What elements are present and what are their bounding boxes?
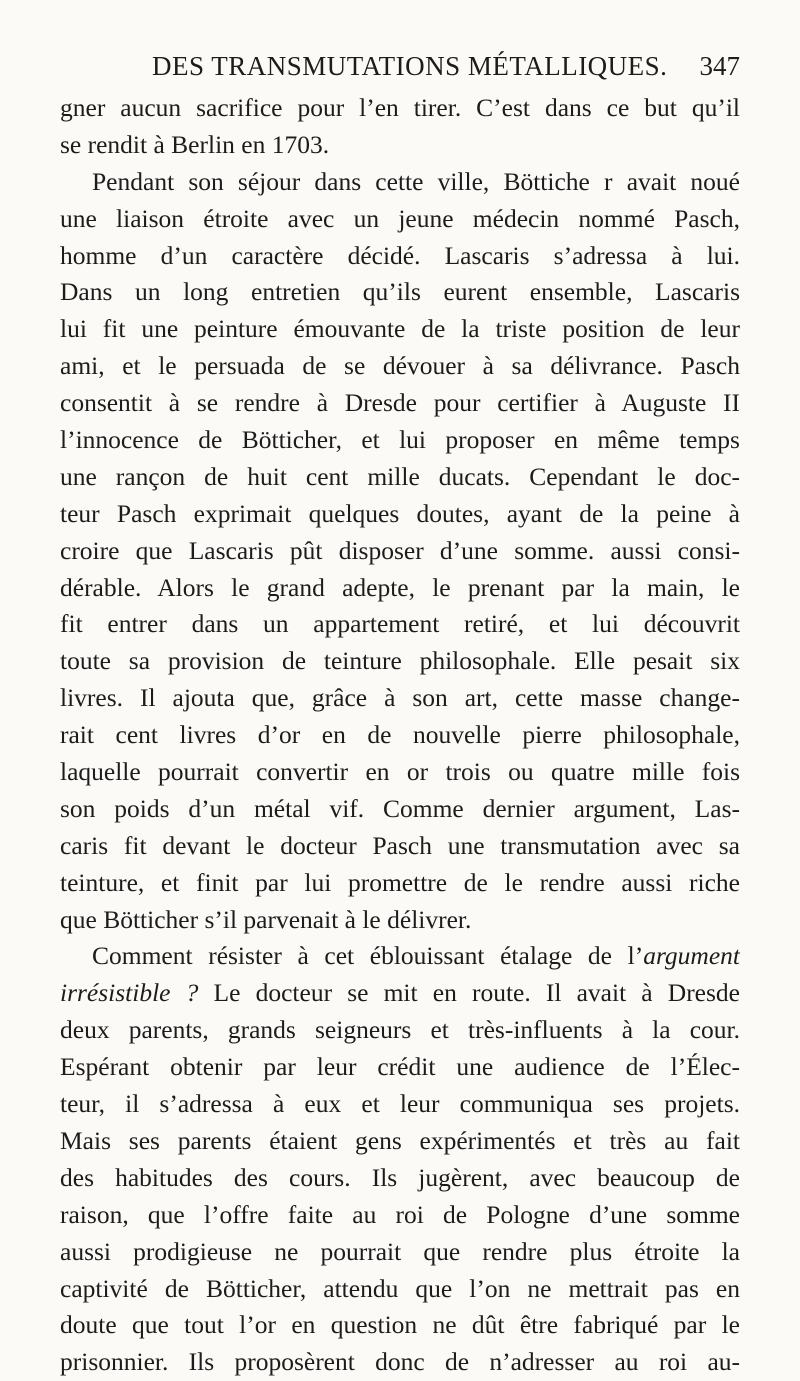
italic-phrase: irrésistible ? (60, 978, 199, 1008)
text-line: son poids d’un métal vif. Comme dernier argument, Las- (60, 793, 740, 823)
text-segment: Le docteur se mit en route. Il avait à Dresde (198, 978, 740, 1008)
text-line: raison, que l’offre faite au roi de Pologne d’une somme (60, 1199, 740, 1229)
text-line: captivité de Bötticher, attendu que l’on ne mettrait pas en (60, 1273, 740, 1303)
text-line: ami, et le persuada de se dévouer à sa délivrance. Pasch (60, 351, 740, 381)
page-number: 347 (699, 51, 740, 81)
text-line (60, 975, 740, 1012)
text-line: Espérant obtenir par leur crédit une audience de l’Élec- (60, 1052, 740, 1082)
text-line: laquelle pourrait convertir en or trois ou quatre mille fois (60, 757, 740, 787)
text-line: dérable. Alors le grand adepte, le prenant par la main, le (60, 572, 740, 602)
body-text (60, 90, 740, 1381)
text-line: fit entrer dans un appartement retiré, et lui découvrit (60, 609, 740, 639)
italic-phrase: argument (643, 941, 740, 971)
text-line: livres. Il ajouta que, grâce à son art, cette masse change- (60, 683, 740, 713)
text-segment: Comment résister à cet éblouissant étalage de (92, 941, 628, 971)
text-line: doute que tout l’or en question ne dût être fabriqué par le (60, 1310, 740, 1340)
paragraph-start-line (60, 938, 740, 975)
text-line: teur Pasch exprimait quelques doutes, ayant de la peine à (60, 498, 740, 528)
text-line: consentit à se rendre à Dresde pour certifier à Auguste II (60, 388, 740, 418)
running-title: DES TRANSMUTATIONS MÉTALLIQUES. (152, 51, 668, 81)
text-line: toute sa provision de teinture philosophale. Elle pesait six (60, 646, 740, 676)
text-line: rait cent livres d’or en de nouvelle pierre philosophale, (60, 720, 740, 750)
text-line: Dans un long entretien qu’ils eurent ensemble, Lascaris (60, 277, 740, 307)
text-line: l’innocence de Bötticher, et lui proposer en même temps (60, 425, 740, 455)
text-line: une rançon de huit cent mille ducats. Cependant le doc- (60, 461, 740, 491)
text-line: une liaison étroite avec un jeune médecin nommé Pasch, (60, 203, 740, 233)
text-segment: l’ (627, 941, 644, 971)
text-line: gner aucun sacrifice pour l’en tirer. C’est dans ce but qu’il (60, 93, 740, 122)
text-line: Mais ses parents étaient gens expérimentés et très au fait (60, 1125, 740, 1155)
text-line: que Bötticher s’il parvenait à le délivrer. (60, 904, 472, 934)
text-line: homme d’un caractère décidé. Lascaris s’adressa à lui. (60, 240, 740, 270)
text-line: prisonnier. Ils proposèrent donc de n’adresser au roi au- (60, 1347, 740, 1377)
text-line: se rendit à Berlin en 1703. (60, 129, 330, 159)
text-line: teinture, et finit par lui promettre de le rendre aussi riche (60, 867, 740, 897)
running-head (60, 46, 740, 86)
text-line: teur, il s’adressa à eux et leur communiqua ses projets. (60, 1089, 740, 1119)
text-line: deux parents, grands seigneurs et très-influents à la cour. (60, 1015, 740, 1045)
text-line: lui fit une peinture émouvante de la triste position de leur (60, 314, 740, 344)
paragraph-start-line: Pendant son séjour dans cette ville, Böttiche r avait noué (92, 166, 740, 196)
text-line: caris fit devant le docteur Pasch une transmutation avec sa (60, 830, 740, 860)
text-line: aussi prodigieuse ne pourrait que rendre plus étroite la (60, 1236, 740, 1266)
text-line: croire que Lascaris pût disposer d’une somme. aussi consi- (60, 535, 740, 565)
text-line: des habitudes des cours. Ils jugèrent, avec beaucoup de (60, 1162, 740, 1192)
